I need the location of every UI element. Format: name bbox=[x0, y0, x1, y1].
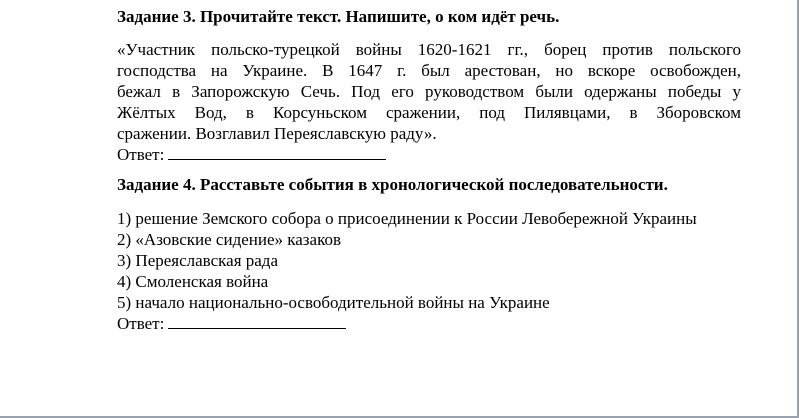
task4-answer bbox=[117, 313, 741, 334]
task3-quote-line-5: сражении. Возглавил Переяславскую раду». bbox=[117, 124, 437, 143]
task4-answer-label: Ответ: bbox=[117, 314, 165, 333]
task3-quote-line-3: бежал в Запорожскую Сечь. Под его руководством были одержаны победы у bbox=[117, 82, 741, 101]
task3-quote-line-1: «Участник польско-турецкой войны 1620-1621 гг., борец против польского bbox=[117, 40, 741, 59]
task4-event-item-3: 3) Переяславская рада bbox=[117, 251, 279, 270]
task3-quote bbox=[117, 39, 741, 144]
task4-event-list bbox=[117, 208, 741, 313]
task3-answer-blank[interactable] bbox=[168, 144, 386, 160]
task4-event-item-1: 1) решение Земского собора о присоединении к России Левобережной Украины bbox=[117, 209, 697, 228]
task3-answer-label: Ответ: bbox=[117, 145, 165, 164]
task4-event-item-4: 4) Смоленская война bbox=[117, 272, 269, 291]
task4-event-item-5: 5) начало национально-освободительной войны на Украине bbox=[117, 293, 550, 312]
task3-heading: Задание 3. Прочитайте текст. Напишите, о ком идёт речь. bbox=[117, 7, 560, 26]
task4-answer-blank[interactable] bbox=[168, 313, 346, 329]
task3-quote-line-2: господства на Украине. В 1647 г. был арестован, но вскоре освобожден, bbox=[117, 61, 741, 80]
task4-heading: Задание 4. Расставьте события в хронологической последовательности. bbox=[117, 175, 668, 194]
task4-event-item-2: 2) «Азовские сидение» казаков bbox=[117, 230, 341, 249]
document-content bbox=[117, 6, 741, 334]
task3-quote-line-4: Жёлтых Вод, в Корсуньском сражении, под Пилявцами, в Зборовском bbox=[117, 103, 741, 122]
task3-answer bbox=[117, 144, 741, 165]
